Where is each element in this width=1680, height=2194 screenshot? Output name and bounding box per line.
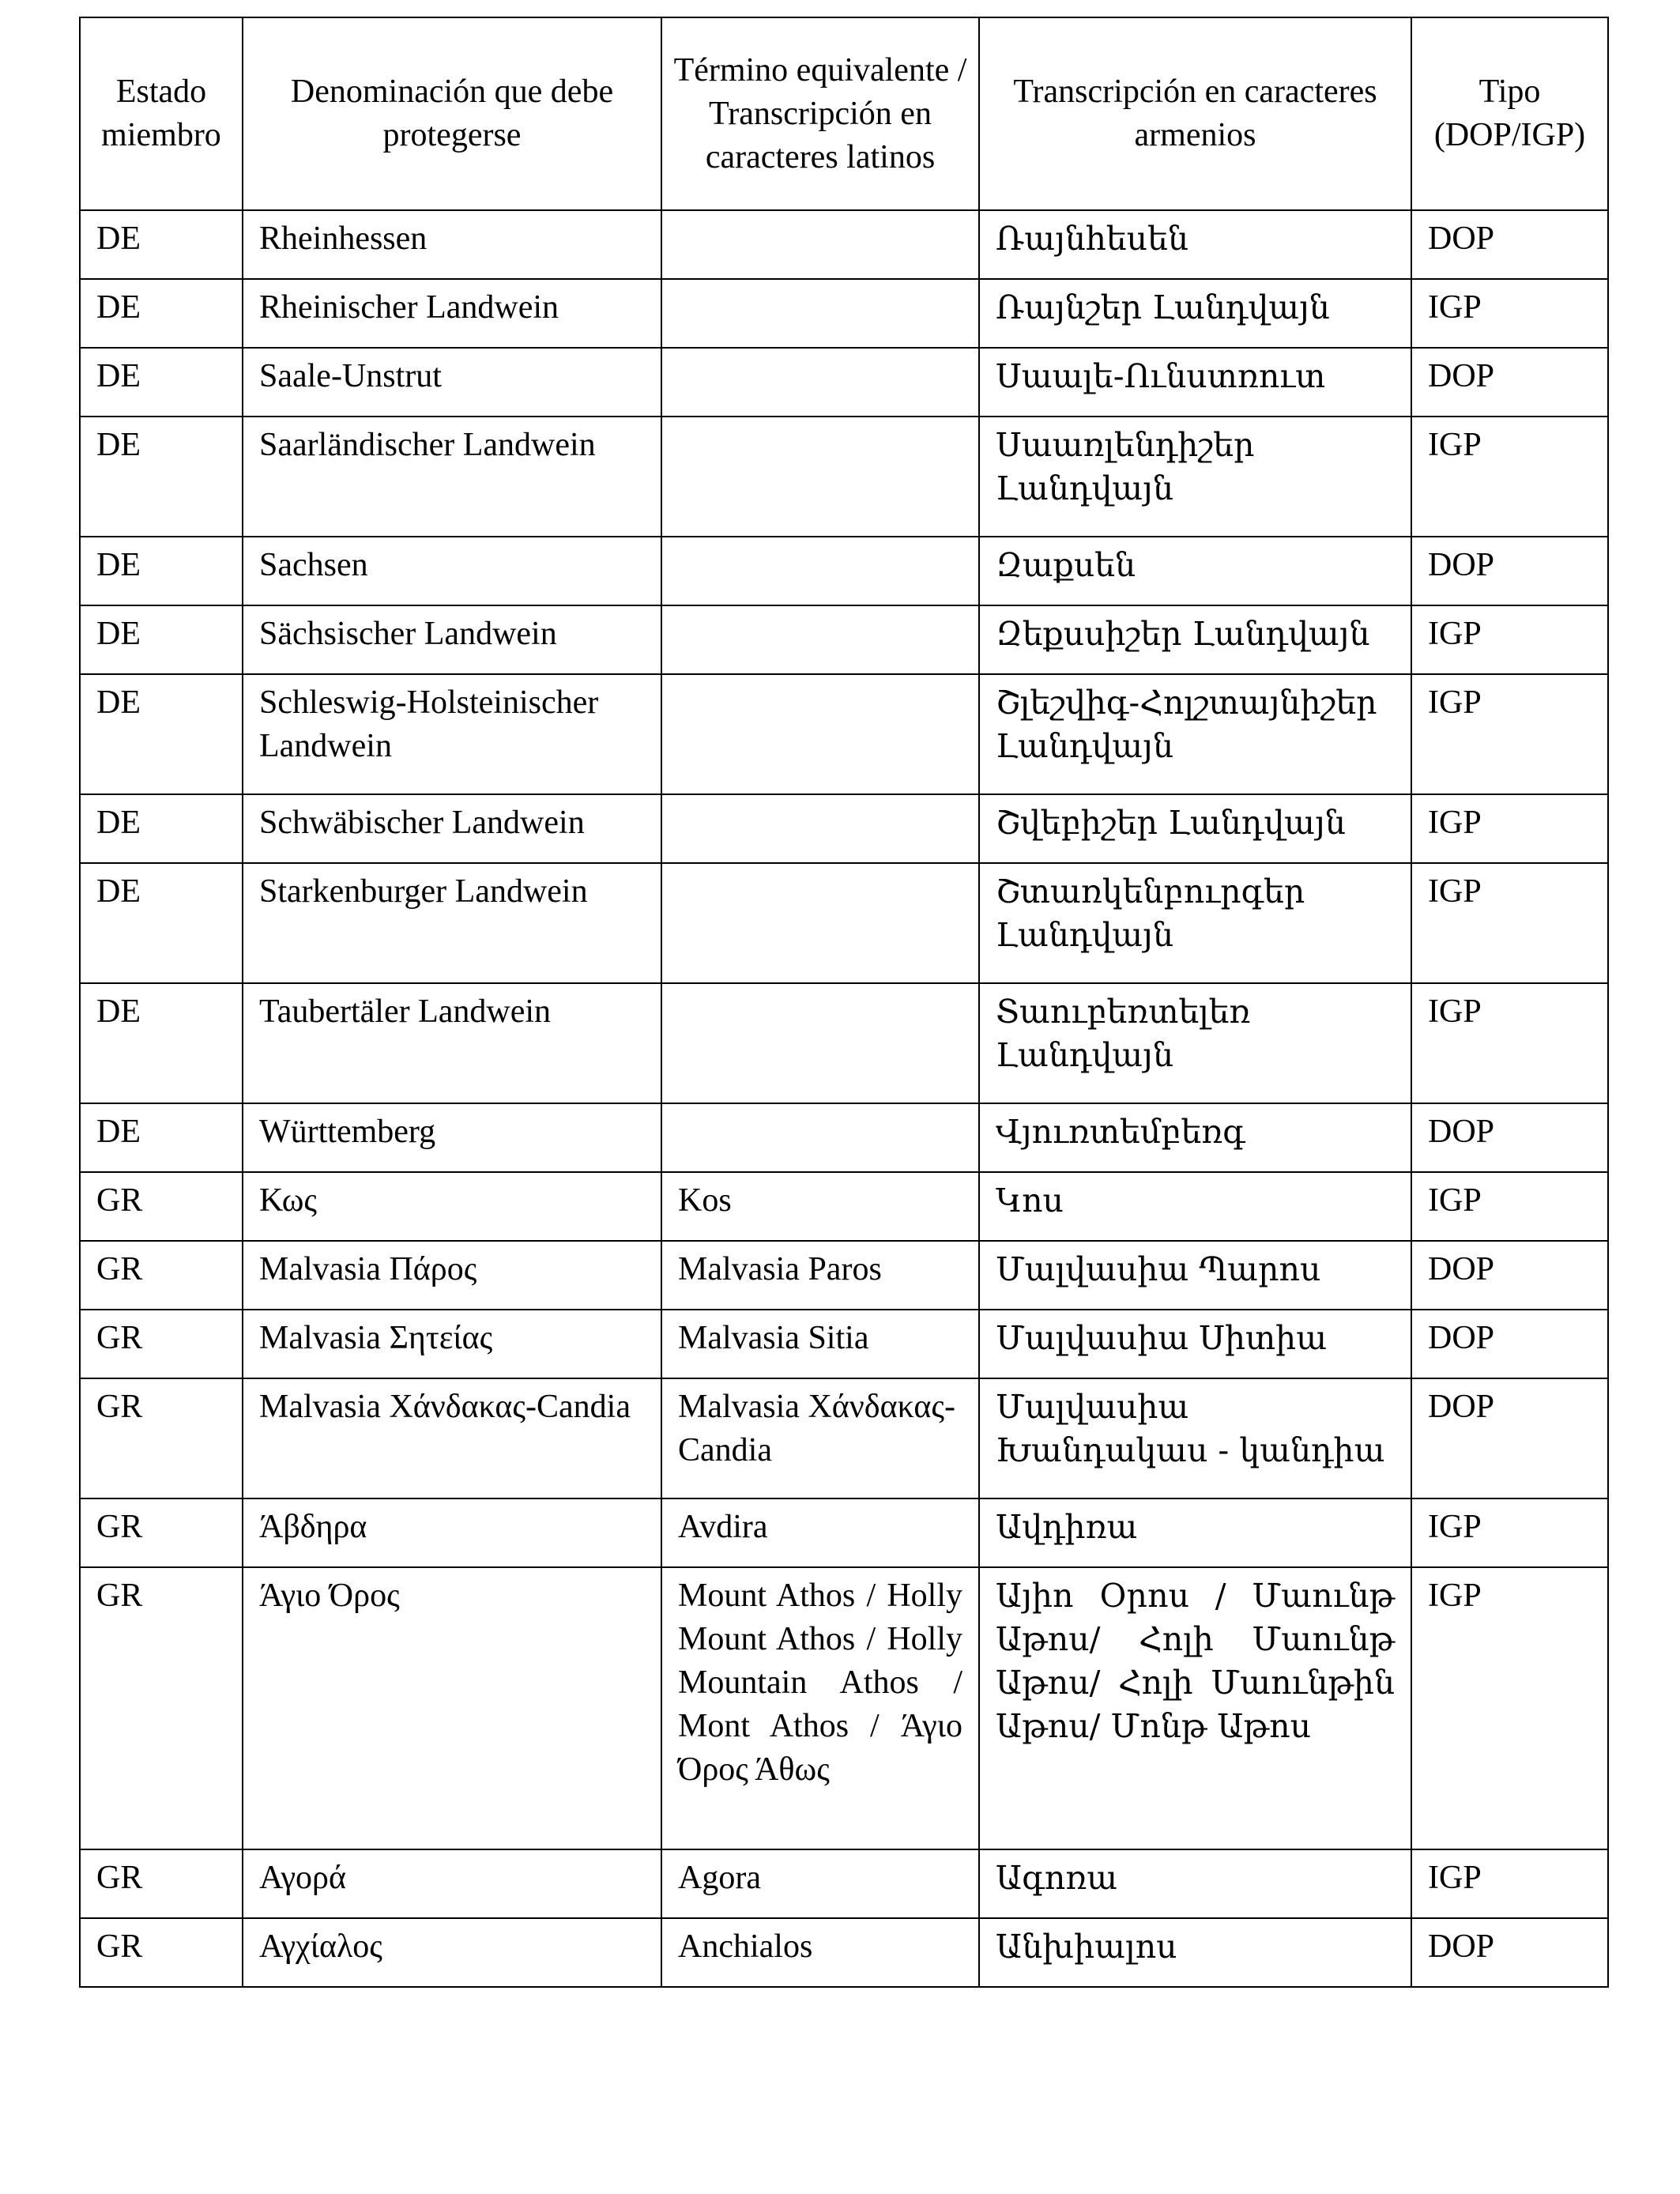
cell-type: DOP <box>1411 1378 1608 1498</box>
cell-armenian: Այիո Օրոս / Մաունթ Աթոս/ Հոլի Մաունթ Աթոս/ Հոլի Մաունթին Աթոս/ Մոնթ Աթոս <box>979 1567 1411 1849</box>
table-row <box>80 537 1608 605</box>
cell-equivalent <box>661 863 979 983</box>
cell-name: Rheinischer Landwein <box>243 279 661 348</box>
cell-name: Schwäbischer Landwein <box>243 794 661 863</box>
cell-state: GR <box>80 1310 243 1378</box>
cell-state: DE <box>80 1103 243 1172</box>
header-protected-name: Denominación que debe protegerse <box>243 17 661 210</box>
cell-type: IGP <box>1411 794 1608 863</box>
cell-state: DE <box>80 983 243 1103</box>
cell-state: GR <box>80 1498 243 1567</box>
table-row <box>80 417 1608 537</box>
table-row <box>80 1378 1608 1498</box>
cell-name: Άγιο Όρος <box>243 1567 661 1849</box>
cell-armenian: Վյուռտեմբեռգ <box>979 1103 1411 1172</box>
cell-armenian: Զեքսսիշեր Լանդվայն <box>979 605 1411 674</box>
cell-name: Rheinhessen <box>243 210 661 279</box>
cell-name: Κως <box>243 1172 661 1241</box>
cell-name: Taubertäler Landwein <box>243 983 661 1103</box>
cell-type: IGP <box>1411 1567 1608 1849</box>
cell-name: Saale-Unstrut <box>243 348 661 417</box>
cell-armenian: Ռայնհեսեն <box>979 210 1411 279</box>
cell-equivalent <box>661 794 979 863</box>
cell-equivalent <box>661 983 979 1103</box>
table-row <box>80 605 1608 674</box>
cell-state: DE <box>80 279 243 348</box>
cell-equivalent <box>661 537 979 605</box>
cell-equivalent: Mount Athos / Holly Mount Athos / Holly Mountain Athos / Mont Athos / Άγιο Όρος Άθως <box>661 1567 979 1849</box>
cell-armenian: Մալվասիա Խանդակաս - կանդիա <box>979 1378 1411 1498</box>
cell-type: IGP <box>1411 674 1608 794</box>
cell-equivalent: Agora <box>661 1849 979 1918</box>
cell-armenian: Մալվասիա Սիտիա <box>979 1310 1411 1378</box>
cell-state: GR <box>80 1849 243 1918</box>
cell-equivalent <box>661 417 979 537</box>
cell-armenian: Շտառկենբուրգեր Լանդվայն <box>979 863 1411 983</box>
cell-equivalent: Malvasia Paros <box>661 1241 979 1310</box>
cell-type: IGP <box>1411 1172 1608 1241</box>
header-row <box>80 17 1608 210</box>
cell-state: DE <box>80 537 243 605</box>
cell-armenian: Շվեբիշեր Լանդվայն <box>979 794 1411 863</box>
table-row <box>80 1241 1608 1310</box>
table-row <box>80 863 1608 983</box>
cell-name: Starkenburger Landwein <box>243 863 661 983</box>
cell-type: DOP <box>1411 1103 1608 1172</box>
table-row <box>80 1310 1608 1378</box>
cell-type: IGP <box>1411 605 1608 674</box>
header-armenian-transcription: Transcripción en caracteres armenios <box>979 17 1411 210</box>
cell-name: Sachsen <box>243 537 661 605</box>
cell-armenian: Շլեշվիգ-Հոլշտայնիշեր Լանդվայն <box>979 674 1411 794</box>
cell-equivalent <box>661 674 979 794</box>
cell-armenian: Զաքսեն <box>979 537 1411 605</box>
cell-equivalent: Malvasia Sitia <box>661 1310 979 1378</box>
cell-equivalent <box>661 210 979 279</box>
cell-equivalent: Avdira <box>661 1498 979 1567</box>
cell-equivalent <box>661 348 979 417</box>
cell-type: IGP <box>1411 279 1608 348</box>
table-row <box>80 1103 1608 1172</box>
header-equivalent-term: Término equivalente / Transcripción en caracteres latinos <box>661 17 979 210</box>
cell-state: DE <box>80 210 243 279</box>
cell-name: Malvasia Σητείας <box>243 1310 661 1378</box>
denominations-table <box>79 17 1609 1988</box>
cell-equivalent <box>661 279 979 348</box>
header-type: Tipo (DOP/IGP) <box>1411 17 1608 210</box>
cell-state: GR <box>80 1567 243 1849</box>
cell-state: GR <box>80 1378 243 1498</box>
cell-type: IGP <box>1411 983 1608 1103</box>
cell-equivalent: Anchialos <box>661 1918 979 1987</box>
cell-armenian: Կոս <box>979 1172 1411 1241</box>
cell-state: GR <box>80 1918 243 1987</box>
header-member-state: Estado miembro <box>80 17 243 210</box>
cell-name: Αγορά <box>243 1849 661 1918</box>
cell-state: DE <box>80 674 243 794</box>
table-row <box>80 1498 1608 1567</box>
cell-type: DOP <box>1411 537 1608 605</box>
cell-type: IGP <box>1411 863 1608 983</box>
cell-state: DE <box>80 417 243 537</box>
table-row <box>80 1567 1608 1849</box>
cell-state: DE <box>80 348 243 417</box>
cell-armenian: Ավդիռա <box>979 1498 1411 1567</box>
cell-type: IGP <box>1411 417 1608 537</box>
table-row <box>80 348 1608 417</box>
cell-state: GR <box>80 1172 243 1241</box>
cell-armenian: Ագոռա <box>979 1849 1411 1918</box>
cell-armenian: Տաուբեռտելեռ Լանդվայն <box>979 983 1411 1103</box>
cell-type: DOP <box>1411 210 1608 279</box>
cell-state: DE <box>80 605 243 674</box>
cell-armenian: Սաալե-Ունստռուտ <box>979 348 1411 417</box>
cell-state: DE <box>80 794 243 863</box>
cell-type: DOP <box>1411 1310 1608 1378</box>
cell-equivalent <box>661 1103 979 1172</box>
cell-type: DOP <box>1411 348 1608 417</box>
cell-type: DOP <box>1411 1918 1608 1987</box>
cell-name: Württemberg <box>243 1103 661 1172</box>
cell-equivalent <box>661 605 979 674</box>
table-row <box>80 1918 1608 1987</box>
cell-state: GR <box>80 1241 243 1310</box>
cell-name: Αγχίαλος <box>243 1918 661 1987</box>
cell-name: Sächsischer Landwein <box>243 605 661 674</box>
cell-type: DOP <box>1411 1241 1608 1310</box>
table-row <box>80 1172 1608 1241</box>
cell-name: Malvasia Χάνδακας-Candia <box>243 1378 661 1498</box>
cell-type: IGP <box>1411 1849 1608 1918</box>
cell-name: Saarländischer Landwein <box>243 417 661 537</box>
table-row <box>80 674 1608 794</box>
cell-armenian: Սաառլենդիշեր Լանդվայն <box>979 417 1411 537</box>
table-row <box>80 210 1608 279</box>
table-row <box>80 1849 1608 1918</box>
cell-type: IGP <box>1411 1498 1608 1567</box>
cell-name: Schleswig-Holsteinischer Landwein <box>243 674 661 794</box>
cell-armenian: Անխիալոս <box>979 1918 1411 1987</box>
cell-state: DE <box>80 863 243 983</box>
cell-equivalent: Malvasia Χάνδακας-Candia <box>661 1378 979 1498</box>
cell-armenian: Ռայնշեր Լանդվայն <box>979 279 1411 348</box>
cell-name: Άβδηρα <box>243 1498 661 1567</box>
table-row <box>80 983 1608 1103</box>
cell-name: Malvasia Πάρος <box>243 1241 661 1310</box>
cell-armenian: Մալվասիա Պարոս <box>979 1241 1411 1310</box>
table-row <box>80 794 1608 863</box>
table-row <box>80 279 1608 348</box>
cell-equivalent: Kos <box>661 1172 979 1241</box>
